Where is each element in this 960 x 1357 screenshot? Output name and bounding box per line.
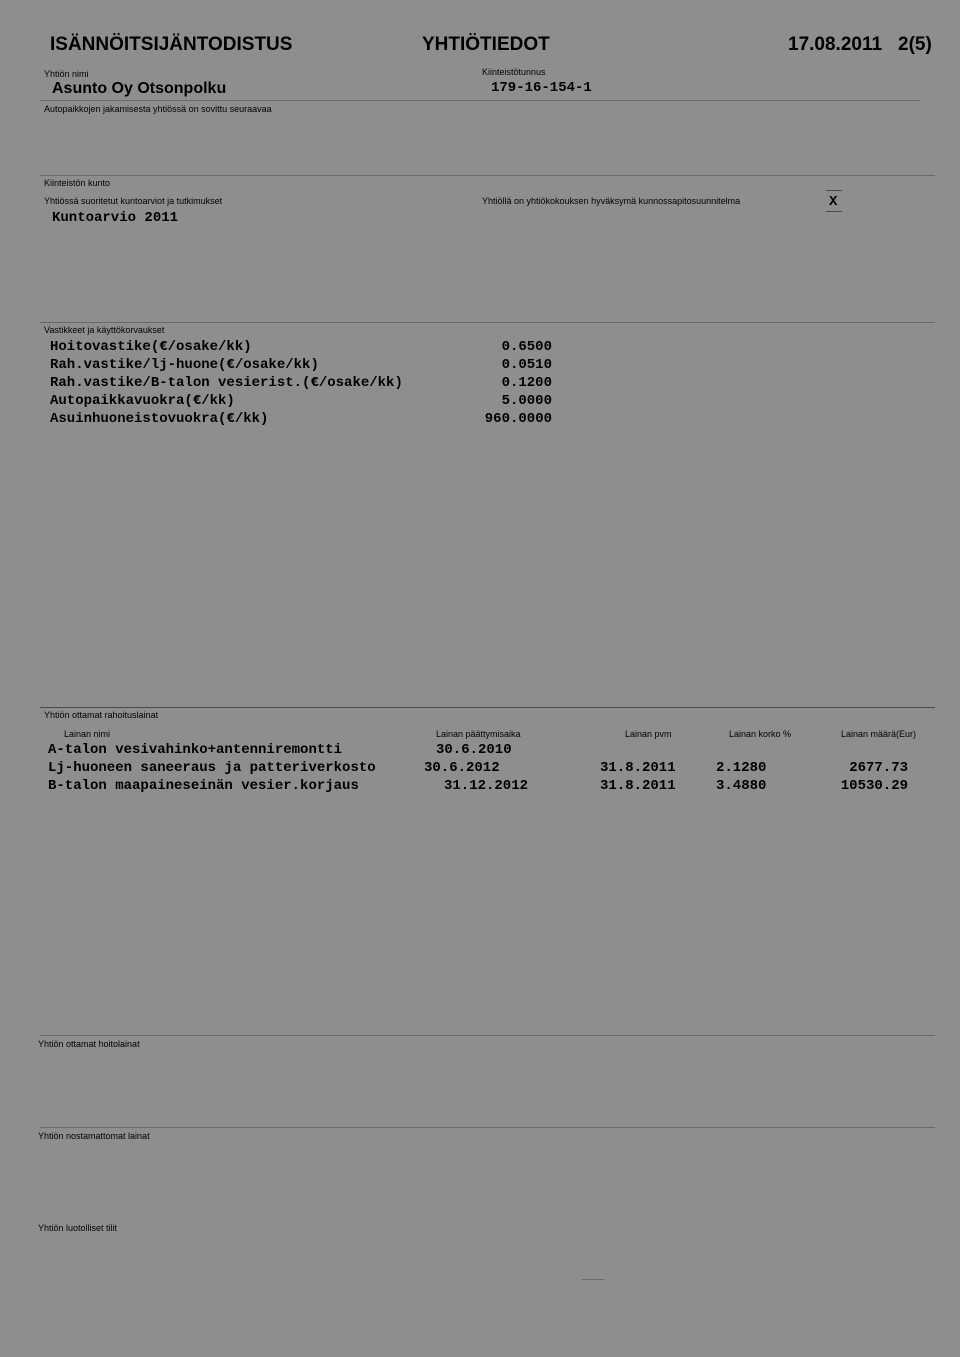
checkbox-top-rule — [826, 190, 842, 191]
fee-name: Hoitovastike(€/osake/kk) — [50, 339, 252, 355]
loan-name: Lj-huoneen saneeraus ja patteriverkosto — [48, 760, 376, 776]
divider — [40, 175, 935, 176]
loan-end: 30.6.2010 — [436, 742, 512, 758]
fee-row — [50, 357, 570, 375]
divider — [40, 100, 920, 101]
page-number: 2(5) — [898, 34, 932, 55]
surveys-label: Yhtiössä suoritetut kuntoarviot ja tutkimukset — [44, 196, 223, 206]
fee-name: Autopaikkavuokra(€/kk) — [50, 393, 235, 409]
loan-amount: 2677.73 — [849, 760, 908, 776]
fee-name: Rah.vastike/B-talon vesierist.(€/osake/kk) — [50, 375, 403, 391]
maintenance-loans-title: Yhtiön ottamat hoitolainat — [38, 1039, 140, 1049]
loans-col-date: Lainan pvm — [625, 729, 672, 739]
loan-date: 31.8.2011 — [600, 760, 676, 776]
loan-row — [48, 778, 928, 796]
fee-row — [50, 339, 570, 357]
bottom-mark — [582, 1279, 604, 1280]
loans-col-name: Lainan nimi — [64, 729, 111, 739]
loan-end: 30.6.2012 — [424, 760, 500, 776]
loan-name: B-talon maapaineseinän vesier.korjaus — [48, 778, 359, 794]
fee-name: Rah.vastike/lj-huone(€/osake/kk) — [50, 357, 319, 373]
property-id: 179-16-154-1 — [491, 80, 592, 96]
divider — [40, 1127, 935, 1128]
loan-row — [48, 742, 928, 760]
company-name: Asunto Oy Otsonpolku — [52, 80, 227, 97]
loans-col-amount: Lainan määrä(Eur) — [841, 729, 917, 739]
condition-title: Kiinteistön kunto — [44, 178, 111, 188]
fees-title: Vastikkeet ja käyttökorvaukset — [44, 325, 165, 335]
section-title: YHTIÖTIEDOT — [422, 34, 550, 55]
document-title: ISÄNNÖITSIJÄNTODISTUS — [50, 34, 293, 55]
fee-name: Asuinhuoneistovuokra(€/kk) — [50, 411, 269, 427]
company-name-label: Yhtiön nimi — [44, 69, 89, 79]
maintenance-plan-checkbox: X — [829, 194, 838, 210]
fee-value: 960.0000 — [484, 411, 552, 427]
loans-title: Yhtiön ottamat rahoituslainat — [44, 710, 159, 720]
fee-value: 5.0000 — [501, 393, 552, 409]
loan-amount: 10530.29 — [840, 778, 908, 794]
loans-col-rate: Lainan korko % — [729, 729, 792, 739]
fee-value: 0.0510 — [501, 357, 552, 373]
fee-row — [50, 375, 570, 393]
divider — [40, 1035, 935, 1036]
unwithdrawn-loans-title: Yhtiön nostamattomat lainat — [38, 1131, 150, 1141]
loan-row — [48, 760, 928, 778]
loan-rate: 2.1280 — [716, 760, 767, 776]
checkbox-bottom-rule — [826, 211, 842, 212]
divider — [40, 707, 935, 708]
credit-accounts-title: Yhtiön luotolliset tilit — [38, 1223, 118, 1233]
loans-col-end: Lainan päättymisaika — [436, 729, 521, 739]
loan-date: 31.8.2011 — [600, 778, 676, 794]
maintenance-plan-label: Yhtiöllä on yhtiökokouksen hyväksymä kunnossapitosuunnitelma — [482, 196, 741, 206]
fee-value: 0.6500 — [501, 339, 552, 355]
property-id-label: Kiinteistötunnus — [482, 67, 546, 77]
loan-name: A-talon vesivahinko+antenniremontti — [48, 742, 343, 758]
parking-note: Autopaikkojen jakamisesta yhtiössä on sovittu seuraavaa — [44, 104, 272, 114]
fee-row — [50, 411, 570, 429]
surveys-value: Kuntoarvio 2011 — [52, 210, 179, 226]
loan-end: 31.12.2012 — [444, 778, 529, 794]
fee-value: 0.1200 — [501, 375, 552, 391]
divider — [40, 322, 935, 323]
loan-rate: 3.4880 — [716, 778, 767, 794]
fee-row — [50, 393, 570, 411]
document-date: 17.08.2011 — [788, 34, 883, 55]
